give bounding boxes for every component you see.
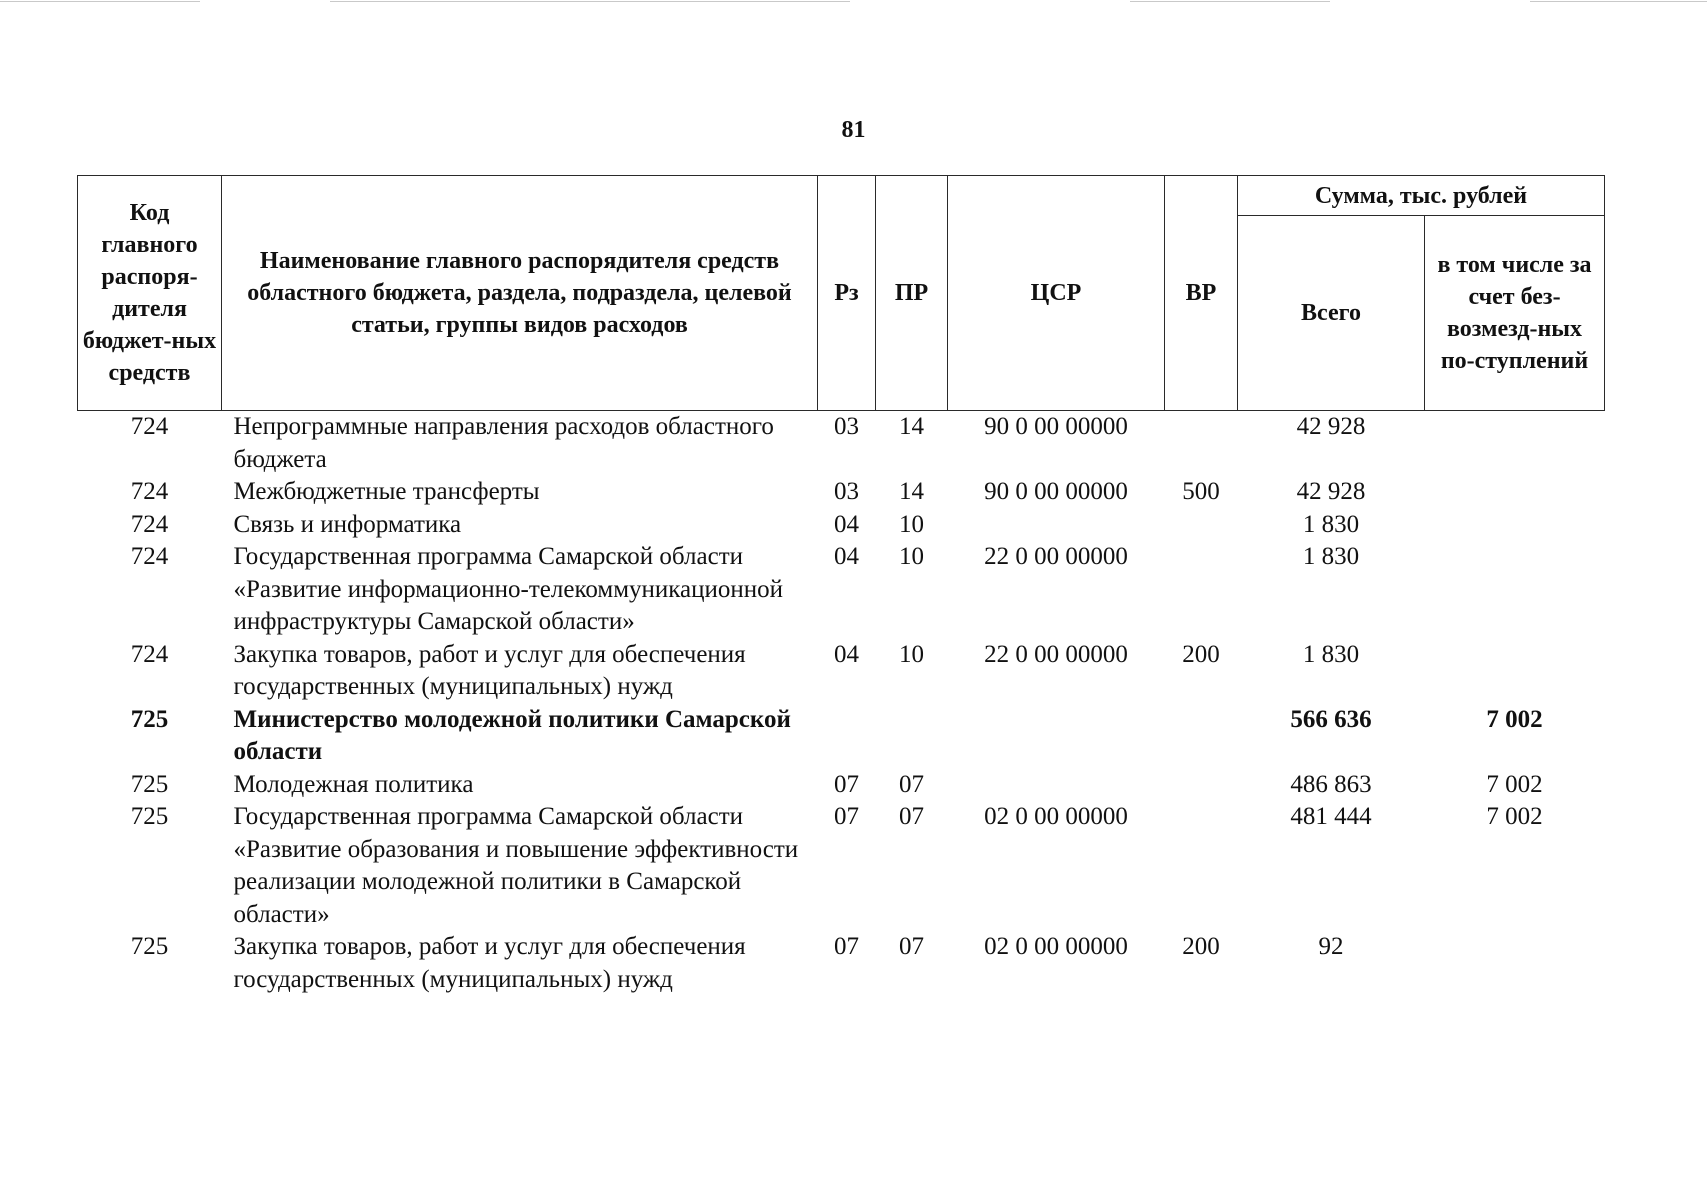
rz-cell: 04 xyxy=(834,510,859,538)
scan-edge-line xyxy=(0,1,200,2)
pr-cell: 07 xyxy=(899,803,924,830)
rz-cell: 04 xyxy=(834,543,859,570)
csr-cell: 90 0 00 00000 xyxy=(984,478,1128,505)
header-rz: Рз xyxy=(818,176,876,411)
code-cell: 724 xyxy=(130,478,169,505)
csr-cell xyxy=(948,769,1165,802)
csr-cell: 90 0 00 00000 xyxy=(984,413,1128,440)
total-cell: 42 928 xyxy=(1296,478,1366,505)
gratuitous-cell xyxy=(1425,476,1605,509)
pr-cell: 07 xyxy=(899,933,924,960)
gratuitous-cell xyxy=(1425,411,1605,477)
total-cell: 1 830 xyxy=(1302,510,1360,538)
csr-cell: 02 0 00 00000 xyxy=(984,933,1128,960)
vr-cell: 500 xyxy=(1182,478,1220,505)
code-cell: 725 xyxy=(130,933,169,960)
vr-cell xyxy=(1165,769,1238,802)
name-cell: Связь и информатика xyxy=(233,510,462,538)
header-name: Наименование главного распорядителя средств областного бюджета, раздела, подраздела, целевой статьи, группы видов расходов xyxy=(222,176,818,411)
gratuitous-cell: 7 002 xyxy=(1486,803,1543,830)
gratuitous-cell: 7 002 xyxy=(1486,770,1543,798)
name-cell: Министерство молодежной политики Самарской области xyxy=(233,705,791,765)
vr-cell xyxy=(1165,704,1238,769)
header-total: Всего xyxy=(1238,216,1425,411)
page-number: 81 xyxy=(841,117,866,143)
table-row xyxy=(78,639,1605,704)
table-header xyxy=(78,176,1605,411)
csr-cell xyxy=(948,704,1165,769)
vr-cell: 200 xyxy=(1182,933,1220,960)
rz-cell: 03 xyxy=(834,478,859,505)
pr-cell: 10 xyxy=(899,640,924,668)
pr-cell xyxy=(876,704,948,769)
gratuitous-cell xyxy=(1425,639,1605,704)
total-cell: 42 928 xyxy=(1296,413,1366,440)
pr-cell: 10 xyxy=(899,510,924,538)
gratuitous-cell xyxy=(1425,931,1605,996)
total-cell: 486 863 xyxy=(1290,770,1372,798)
pr-cell: 14 xyxy=(899,478,924,505)
rz-cell: 03 xyxy=(834,413,859,440)
header-gratuitous: в том числе за счет без-возмезд-ных по-ступлений xyxy=(1425,216,1605,411)
rz-cell: 07 xyxy=(834,770,859,798)
table-body xyxy=(78,411,1605,997)
table-row xyxy=(78,411,1605,477)
code-cell: 725 xyxy=(130,770,169,798)
csr-cell: 22 0 00 00000 xyxy=(984,640,1128,668)
code-cell: 724 xyxy=(130,510,169,538)
gratuitous-cell: 7 002 xyxy=(1486,705,1543,733)
header-vr: ВР xyxy=(1165,176,1238,411)
code-cell: 724 xyxy=(130,413,169,440)
gratuitous-cell xyxy=(1425,541,1605,639)
name-cell: Межбюджетные трансферты xyxy=(233,478,540,505)
vr-cell xyxy=(1165,411,1238,477)
code-cell: 724 xyxy=(130,543,169,570)
table-row xyxy=(78,476,1605,509)
table-row xyxy=(78,801,1605,931)
rz-cell: 07 xyxy=(834,933,859,960)
table-row xyxy=(78,509,1605,542)
code-cell: 725 xyxy=(130,705,169,733)
name-cell: Непрограммные направления расходов областного бюджета xyxy=(233,413,774,473)
code-cell: 725 xyxy=(130,803,169,830)
code-cell: 724 xyxy=(130,640,169,668)
total-cell: 1 830 xyxy=(1302,543,1360,570)
name-cell: Закупка товаров, работ и услуг для обеспечения государственных (муниципальных) нужд xyxy=(233,933,746,993)
vr-cell xyxy=(1165,541,1238,639)
header-sum-group: Сумма, тыс. рублей xyxy=(1238,176,1605,216)
total-cell: 481 444 xyxy=(1290,803,1372,830)
csr-cell: 02 0 00 00000 xyxy=(984,803,1128,830)
name-cell: Закупка товаров, работ и услуг для обеспечения государственных (муниципальных) нужд xyxy=(233,640,746,700)
csr-cell: 22 0 00 00000 xyxy=(984,543,1128,570)
table-row xyxy=(78,931,1605,996)
rz-cell: 04 xyxy=(834,640,859,668)
name-cell: Государственная программа Самарской области «Развитие информационно-телекоммуникационной инфраструктуры Самарской области» xyxy=(233,543,784,635)
total-cell: 566 636 xyxy=(1290,705,1372,733)
pr-cell: 14 xyxy=(899,413,924,440)
vr-cell: 200 xyxy=(1182,640,1220,668)
header-csr: ЦСР xyxy=(948,176,1165,411)
scan-edge-line xyxy=(1530,1,1707,2)
header-code: Код главного распоря-дителя бюджет-ных средств xyxy=(78,176,222,411)
budget-table xyxy=(77,175,1605,996)
vr-cell xyxy=(1165,801,1238,931)
total-cell: 1 830 xyxy=(1302,640,1360,668)
pr-cell: 10 xyxy=(899,543,924,570)
vr-cell xyxy=(1165,509,1238,542)
table-row xyxy=(78,769,1605,802)
scan-edge-line xyxy=(1130,1,1330,2)
rz-cell xyxy=(818,704,876,769)
scan-edge-line xyxy=(330,1,850,2)
table-row xyxy=(78,541,1605,639)
gratuitous-cell xyxy=(1425,509,1605,542)
total-cell: 92 xyxy=(1318,933,1344,960)
pr-cell: 07 xyxy=(899,770,924,798)
table-row xyxy=(78,704,1605,769)
header-pr: ПР xyxy=(876,176,948,411)
name-cell: Молодежная политика xyxy=(233,770,474,798)
rz-cell: 07 xyxy=(834,803,859,830)
name-cell: Государственная программа Самарской области «Развитие образования и повышение эффективности реализации молодежной политики в Самарской области» xyxy=(233,803,799,928)
csr-cell xyxy=(948,509,1165,542)
